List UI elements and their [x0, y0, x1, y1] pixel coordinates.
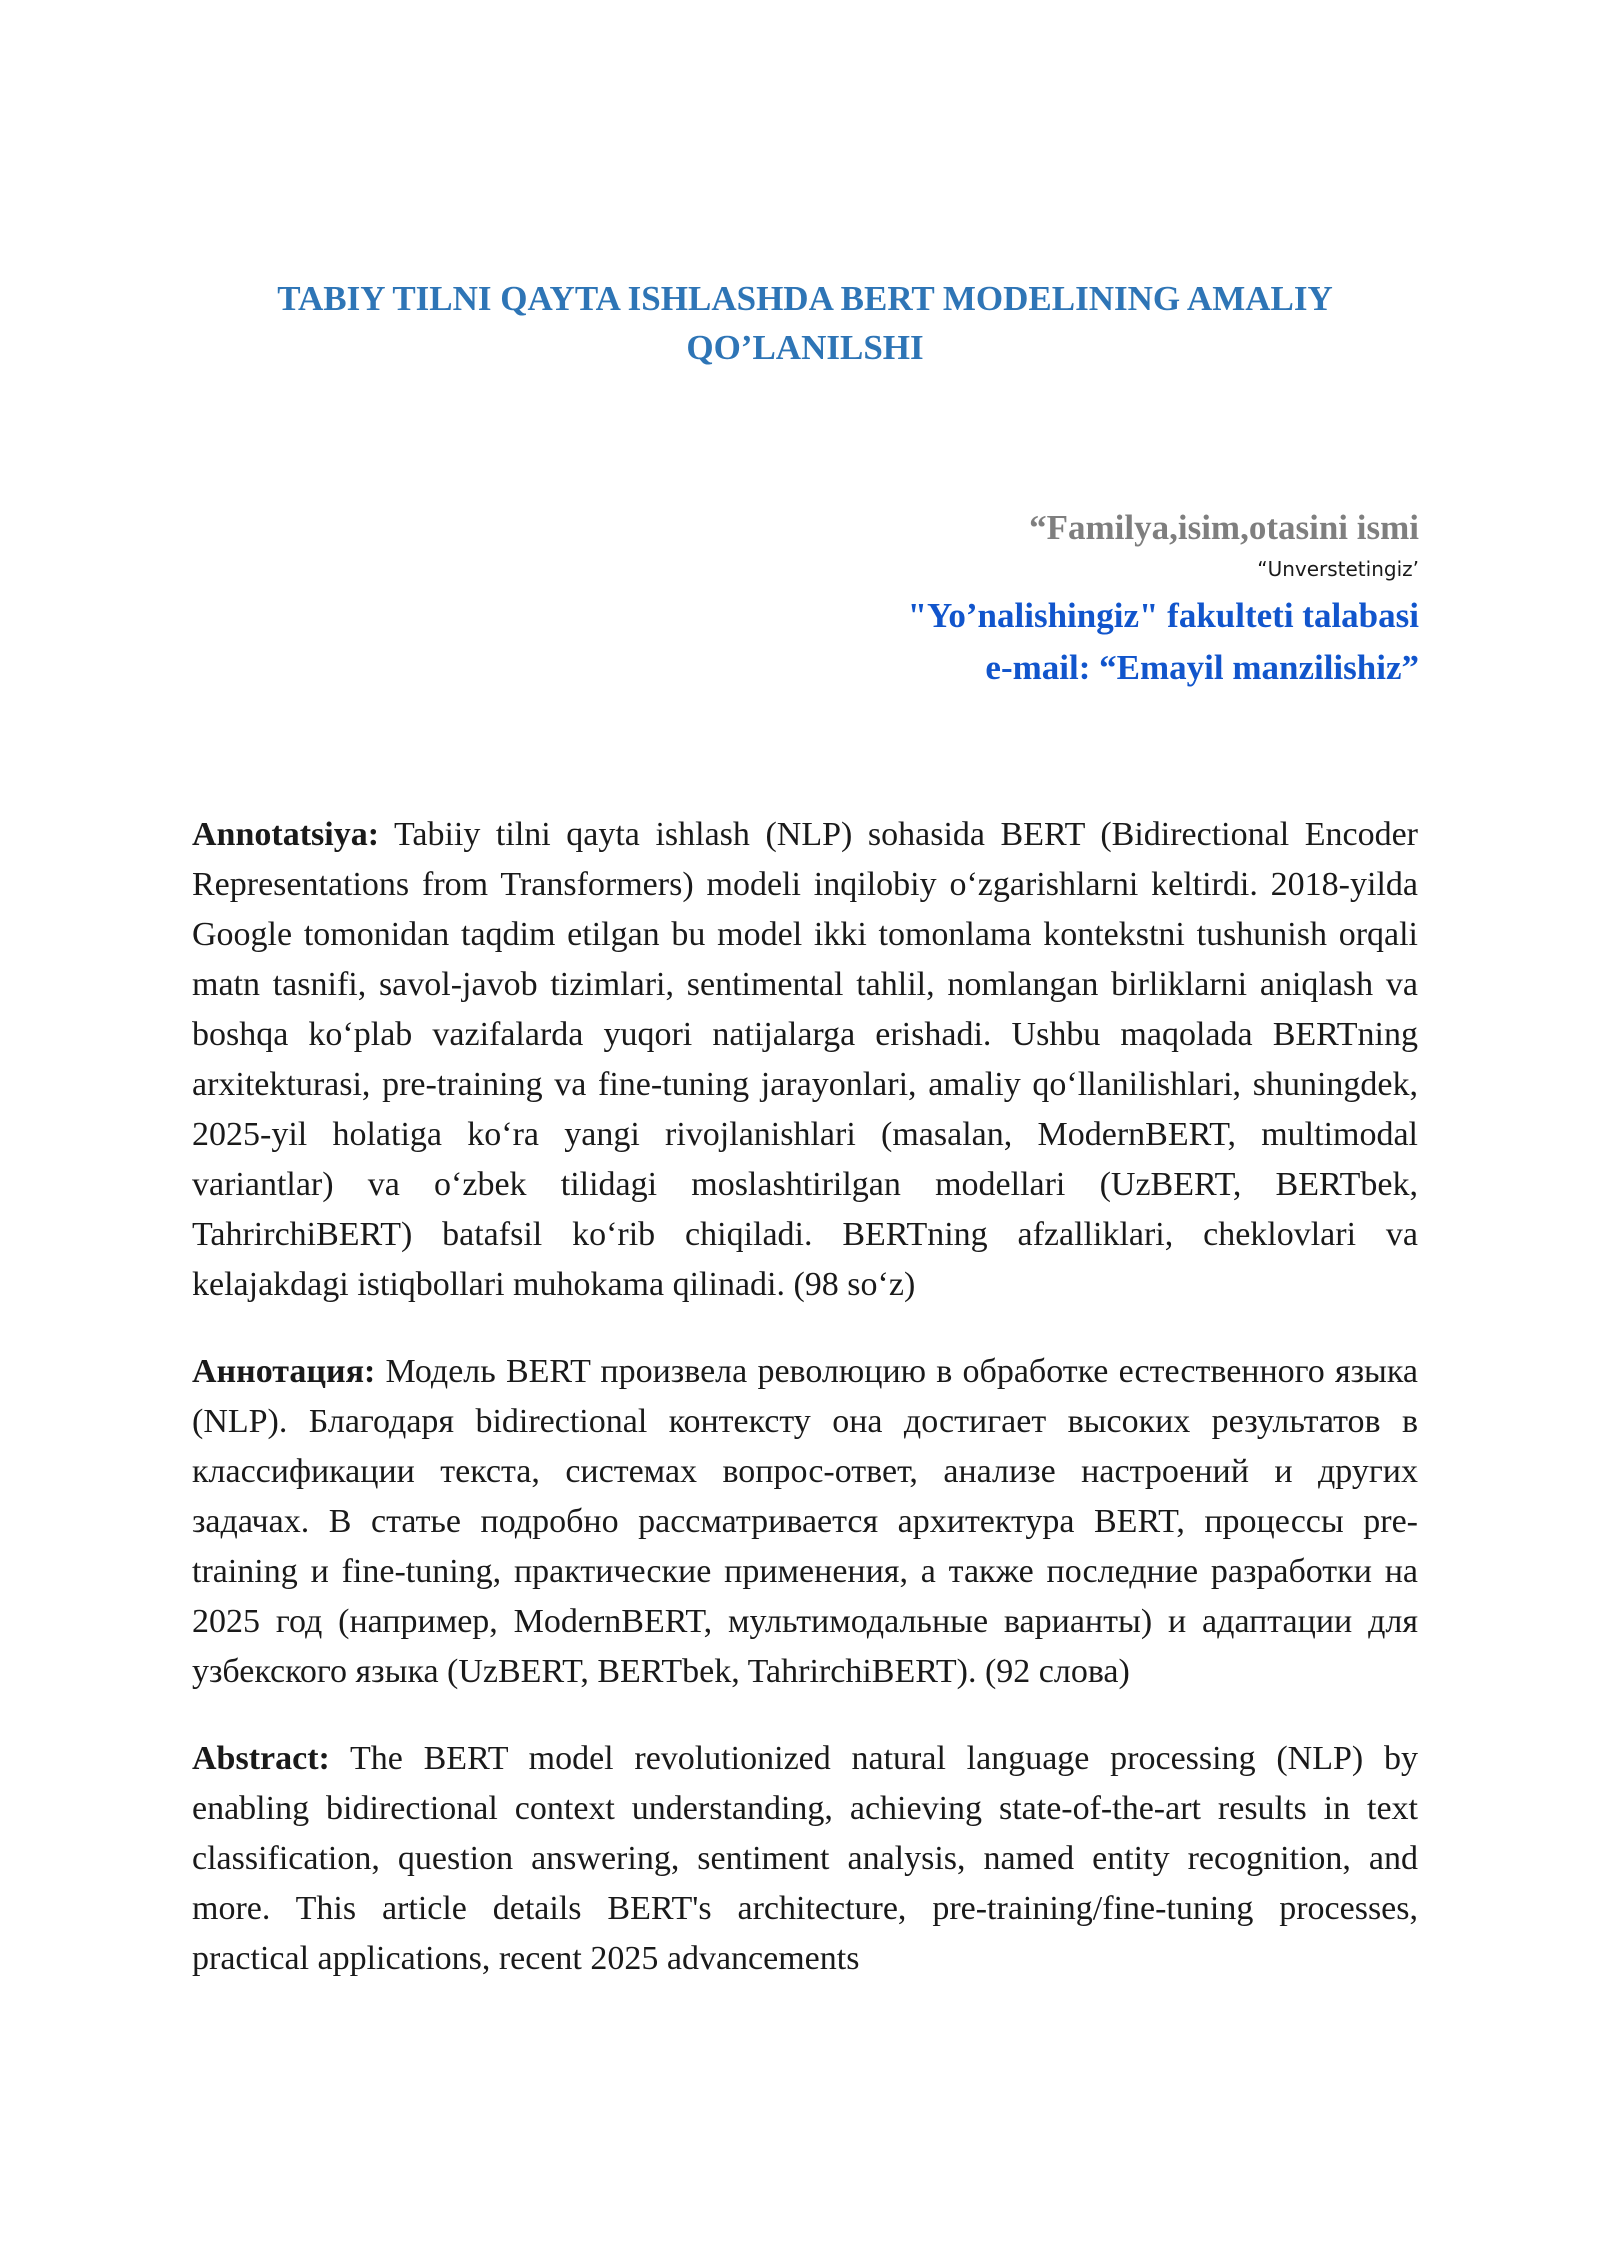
abstract-russian-text: Модель BERT произвела революцию в обработке естественного языка (NLP). Благодаря bidirectional контексту она достигает высоких результатов в классификации текста, системах вопрос-ответ, анализе настроений и других задачах. В статье подробно рассматривается архитектура BERT, процессы pre-training и fine-tuning, практические применения, а также последние разработки на 2025 год (например, ModernBERT, мультимодальные варианты) и адаптации для узбекского языка (UzBERT, BERTbek, TahrirchiBERT). (92 слова) [192, 1353, 1418, 1690]
abstract-russian-label: Аннотация: [192, 1353, 376, 1390]
abstract-uzbek [192, 810, 1418, 1310]
paper-title: TABIY TILNI QAYTA ISHLASHDA BERT MODELINING AMALIY QO’LANILSHI [277, 279, 1333, 367]
author-name: “Familya,isim,otasini ismi [1029, 508, 1419, 547]
abstract-russian [192, 1347, 1418, 1697]
author-university: “Unverstetingiz’ [1257, 557, 1419, 581]
abstract-uzbek-label: Annotatsiya: [192, 816, 380, 853]
abstract-english-label: Abstract: [192, 1740, 330, 1777]
abstract-english-text: The BERT model revolutionized natural language processing (NLP) by enabling bidirectional context understanding, achieving state-of-the-art results in text classification, question answering, sentiment analysis, named entity recognition, and more. This article details BERT's architecture, pre-training/fine-tuning processes, practical applications, recent 2025 advancements [192, 1740, 1418, 1977]
abstracts-section [192, 810, 1418, 2021]
abstract-english [192, 1734, 1418, 1984]
author-block [519, 500, 1419, 694]
abstract-uzbek-text: Tabiiy tilni qayta ishlash (NLP) sohasida BERT (Bidirectional Encoder Representations from Transformers) modeli inqilobiy o‘zgarishlarni keltirdi. 2018-yilda Google tomonidan taqdim etilgan bu model ikki tomonlama kontekstni tushunish orqali matn tasnifi, savol-javob tizimlari, sentimental tahlil, nomlangan birliklarni aniqlash va boshqa ko‘plab vazifalarda yuqori natijalarga erishadi. Ushbu maqolada BERTning arxitekturasi, pre-training va fine-tuning jarayonlari, amaliy qo‘llanilishlari, shuningdek, 2025-yil holatiga ko‘ra yangi rivojlanishlari (masalan, ModernBERT, multimodal variantlar) va o‘zbek tilidagi moslashtirilgan modellari (UzBERT, BERTbek, TahrirchiBERT) batafsil ko‘rib chiqiladi. BERTning afzalliklari, cheklovlari va kelajakdagi istiqbollari muhokama qilinadi. (98 so‘z) [192, 816, 1418, 1303]
author-faculty: "Yo’nalishingiz" fakulteti talabasi [907, 596, 1419, 635]
author-email: e-mail: “Emayil manzilishiz” [985, 648, 1419, 687]
